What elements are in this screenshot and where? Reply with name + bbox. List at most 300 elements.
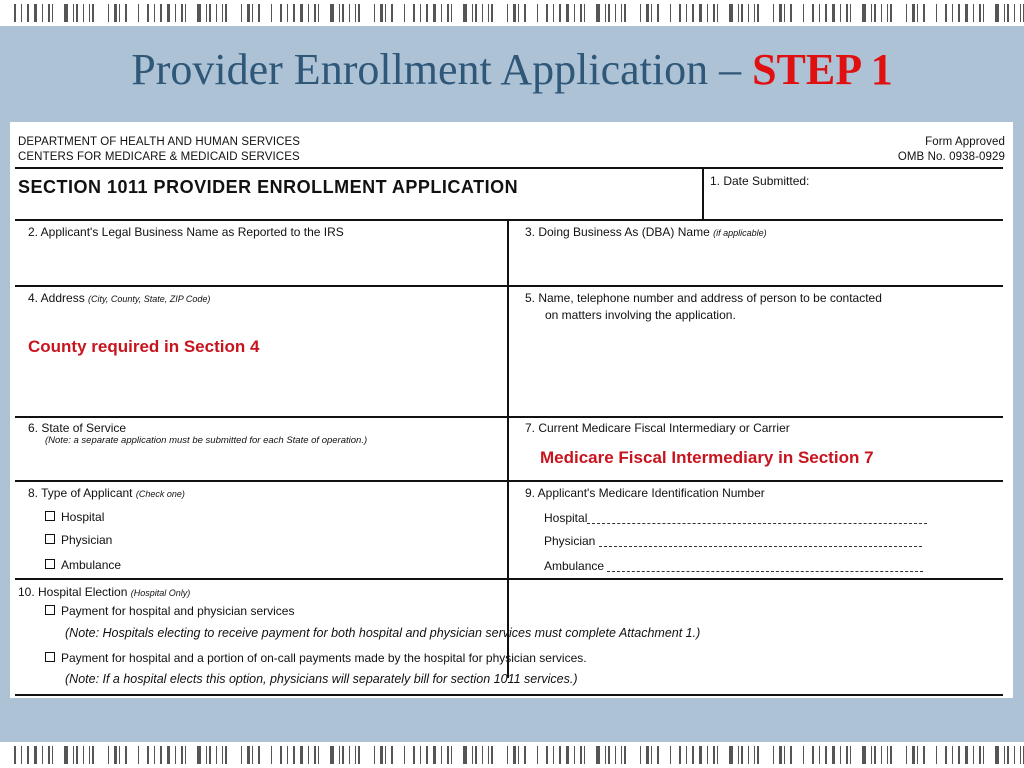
- barcode-bar: [447, 746, 449, 764]
- barcode-bar: [216, 746, 217, 764]
- barcode-bar: [559, 4, 561, 22]
- barcode-bar: [92, 4, 94, 22]
- barcode-bar: [160, 746, 162, 764]
- barcode-bar: [605, 746, 606, 764]
- barcode-bar: [355, 4, 356, 22]
- barcode-bar: [52, 746, 53, 764]
- barcode-bar: [426, 746, 428, 764]
- field-3-label: 3. Doing Business As (DBA) Name: [525, 225, 710, 239]
- barcode-bar: [773, 4, 774, 22]
- barcode-bar: [608, 746, 610, 764]
- barcode-bar: [748, 4, 749, 22]
- barcode-bar: [385, 4, 386, 22]
- barcode-bar: [518, 746, 519, 764]
- slide-title-main: Provider Enrollment Application –: [131, 45, 753, 94]
- barcode-bar: [803, 746, 804, 764]
- barcode-bar: [247, 746, 250, 764]
- barcode-bar: [34, 746, 37, 764]
- barcode-bar: [713, 4, 715, 22]
- barcode-bar: [513, 4, 516, 22]
- field-7-fiscal-intermediary[interactable]: 7. Current Medicare Fiscal Intermediary or Carrier: [525, 421, 790, 435]
- barcode-bar: [482, 4, 483, 22]
- barcode-bar: [463, 746, 467, 764]
- barcode-bar: [640, 4, 641, 22]
- barcode-bar: [757, 4, 759, 22]
- rule-row-8: [15, 480, 1003, 482]
- barcode-bar: [89, 4, 90, 22]
- barcode-bar: [686, 4, 687, 22]
- barcode-bar: [871, 746, 872, 764]
- barcode-bar: [34, 4, 37, 22]
- barcode-bar: [330, 4, 334, 22]
- barcode-bar: [21, 746, 22, 764]
- field-3-note: (if applicable): [713, 228, 767, 238]
- barcode-bar: [175, 4, 176, 22]
- barcode-bar: [952, 746, 953, 764]
- barcode-bar: [584, 746, 585, 764]
- barcode-bar: [404, 746, 405, 764]
- id-row-physician-label: Physician: [544, 534, 596, 548]
- barcode-bar: [546, 4, 548, 22]
- barcode-bar: [92, 746, 94, 764]
- barcode-bar: [754, 4, 755, 22]
- barcode-bar: [300, 4, 303, 22]
- election-option-2-note: (Note: If a hospital elects this option, physicians will separately bill for section 1011 services.): [65, 672, 578, 686]
- barcode-bar: [391, 746, 393, 764]
- barcode-bar: [729, 746, 733, 764]
- barcode-bar: [699, 746, 702, 764]
- barcode-bar: [222, 4, 223, 22]
- barcode-bar: [546, 746, 548, 764]
- barcode-bar: [890, 4, 892, 22]
- id-row-ambulance[interactable]: [544, 559, 923, 573]
- field-9-medicare-id[interactable]: 9. Applicant's Medicare Identification Number: [525, 486, 765, 500]
- barcode-bar: [287, 4, 288, 22]
- checkbox-physician-label: Physician: [61, 533, 113, 547]
- barcode-bar: [271, 746, 272, 764]
- barcode-bar: [518, 4, 519, 22]
- barcode-bar: [167, 746, 170, 764]
- field-4-label: 4. Address: [28, 291, 85, 305]
- barcode-bar: [983, 4, 984, 22]
- barcode-bar: [330, 746, 334, 764]
- election-option-1[interactable]: [45, 604, 294, 618]
- barcode-bar: [426, 4, 428, 22]
- barcode-bar: [209, 746, 211, 764]
- barcode-bar: [754, 746, 755, 764]
- barcode-bar: [965, 746, 968, 764]
- checkbox-icon[interactable]: [45, 534, 55, 544]
- barcode-bar: [729, 4, 733, 22]
- barcode-bar: [803, 4, 804, 22]
- checkbox-hospital[interactable]: [45, 510, 104, 524]
- barcode-bar: [339, 746, 340, 764]
- field-10-hospital-election[interactable]: [18, 585, 190, 600]
- barcode-bar: [819, 746, 820, 764]
- barcode-bar: [1014, 4, 1015, 22]
- barcode-bar: [887, 746, 888, 764]
- checkbox-icon[interactable]: [45, 605, 55, 615]
- rule-vertical-date: [702, 168, 704, 220]
- bottom-barcode-strip: [0, 742, 1024, 768]
- barcode-bar: [713, 746, 715, 764]
- barcode-bar: [358, 4, 360, 22]
- barcode-bar: [790, 746, 792, 764]
- election-option-2[interactable]: [45, 651, 587, 665]
- barcode-bar: [206, 4, 207, 22]
- barcode-bar: [154, 4, 155, 22]
- field-4-address[interactable]: [28, 291, 210, 306]
- barcode-bar: [451, 4, 452, 22]
- barcode-bar: [566, 4, 569, 22]
- barcode-bar: [1007, 4, 1009, 22]
- barcode-bar: [995, 4, 999, 22]
- rule-vertical-center: [507, 220, 509, 678]
- title-bar: [0, 26, 1024, 118]
- checkbox-ambulance-label: Ambulance: [61, 558, 122, 572]
- field-3-dba-name[interactable]: [525, 225, 767, 240]
- barcode-bar: [1020, 4, 1021, 22]
- barcode-bar: [314, 746, 316, 764]
- barcode-bar: [374, 746, 375, 764]
- barcode-bar: [241, 4, 242, 22]
- barcode-bar: [48, 4, 50, 22]
- barcode-bar: [825, 4, 827, 22]
- barcode-bar: [819, 4, 820, 22]
- rule-row-10: [15, 578, 1003, 580]
- field-8-note: (Check one): [135, 489, 185, 499]
- barcode-bar: [308, 4, 309, 22]
- barcode-bar: [252, 746, 253, 764]
- barcode-bar: [472, 4, 473, 22]
- barcode-bar: [491, 746, 493, 764]
- checkbox-icon[interactable]: [45, 511, 55, 521]
- barcode-bar: [574, 4, 575, 22]
- checkbox-hospital-label: Hospital: [61, 510, 105, 524]
- callout-fiscal-intermediary: Medicare Fiscal Intermediary in Section 7: [540, 448, 874, 467]
- barcode-bar: [881, 4, 882, 22]
- barcode-bar: [318, 4, 319, 22]
- callout-county: County required in Section 4: [28, 337, 260, 356]
- field-6-note: (Note: a separate application must be submitted for each State of operation.): [45, 435, 368, 446]
- barcode-bar: [621, 746, 622, 764]
- barcode-bar: [912, 4, 915, 22]
- barcode-bar: [374, 4, 375, 22]
- barcode-bar: [784, 746, 785, 764]
- barcode-bar: [624, 4, 626, 22]
- barcode-bar: [225, 4, 227, 22]
- barcode-bar: [995, 746, 999, 764]
- barcode-bar: [596, 746, 600, 764]
- barcode-bar: [14, 4, 16, 22]
- barcode-bar: [958, 746, 960, 764]
- barcode-bar: [757, 746, 759, 764]
- barcode-bar: [433, 4, 436, 22]
- barcode-bar: [707, 4, 708, 22]
- barcode-bar: [717, 746, 718, 764]
- barcode-bar: [216, 4, 217, 22]
- barcode-bar: [657, 4, 659, 22]
- barcode-bar: [147, 746, 149, 764]
- checkbox-physician[interactable]: [45, 533, 112, 547]
- barcode-bar: [1004, 4, 1005, 22]
- barcode-bar: [615, 746, 616, 764]
- field-6-state-of-service[interactable]: 6. State of Service: [28, 421, 127, 435]
- barcode-bar: [349, 746, 350, 764]
- barcode-bar: [420, 746, 421, 764]
- barcode-bar: [952, 4, 953, 22]
- barcode-bar: [64, 4, 68, 22]
- barcode-bar: [181, 4, 183, 22]
- barcode-bar: [293, 4, 295, 22]
- barcode-bar: [840, 4, 841, 22]
- barcode-bar: [983, 746, 984, 764]
- slide-title: [0, 44, 1024, 95]
- barcode-bar: [559, 746, 561, 764]
- barcode-bar: [441, 746, 442, 764]
- barcode-bar: [42, 4, 43, 22]
- barcode-bar: [197, 746, 201, 764]
- form-approved-line-2: OMB No. 0938-0929: [897, 151, 1005, 163]
- rule-row-6: [15, 416, 1003, 418]
- barcode-bar: [1014, 746, 1015, 764]
- barcode-bar: [692, 746, 694, 764]
- barcode-bar: [936, 746, 937, 764]
- barcode-bar: [773, 746, 774, 764]
- barcode-bar: [699, 4, 702, 22]
- barcode-bar: [887, 4, 888, 22]
- barcode-bar: [83, 4, 84, 22]
- form-approved-line-1: Form Approved: [925, 136, 1005, 148]
- barcode-bar: [451, 746, 452, 764]
- barcode-bar: [138, 4, 139, 22]
- enrollment-form: [10, 122, 1013, 698]
- barcode-bar: [923, 746, 925, 764]
- checkbox-ambulance[interactable]: [45, 558, 121, 572]
- barcode-bar: [574, 746, 575, 764]
- barcode-bar: [881, 746, 882, 764]
- barcode-bar: [475, 4, 477, 22]
- id-row-hospital-label: Hospital: [544, 511, 588, 525]
- barcode-bar: [119, 4, 120, 22]
- barcode-bar: [846, 746, 848, 764]
- barcode-bar: [615, 4, 616, 22]
- barcode-bar: [679, 4, 681, 22]
- barcode-bar: [779, 4, 782, 22]
- barcode-bar: [48, 746, 50, 764]
- barcode-bar: [741, 4, 743, 22]
- rule-bottom: [15, 694, 1003, 696]
- field-10-note: (Hospital Only): [130, 588, 191, 598]
- barcode-bar: [784, 4, 785, 22]
- barcode-bar: [252, 4, 253, 22]
- section-title: SECTION 1011 PROVIDER ENROLLMENT APPLICATION: [18, 177, 519, 197]
- barcode-bar: [339, 4, 340, 22]
- barcode-bar: [651, 4, 652, 22]
- barcode-bar: [707, 746, 708, 764]
- barcode-bar: [125, 746, 127, 764]
- id-line-physician[interactable]: [599, 536, 922, 547]
- id-row-ambulance-label: Ambulance: [544, 559, 605, 573]
- barcode-bar: [206, 746, 207, 764]
- checkbox-icon[interactable]: [45, 559, 55, 569]
- barcode-bar: [862, 746, 866, 764]
- barcode-bar: [181, 746, 183, 764]
- barcode-bar: [83, 746, 84, 764]
- barcode-bar: [686, 746, 687, 764]
- barcode-bar: [979, 4, 981, 22]
- barcode-bar: [52, 4, 53, 22]
- barcode-bar: [342, 746, 344, 764]
- barcode-bar: [832, 4, 835, 22]
- barcode-bar: [524, 4, 526, 22]
- id-row-physician[interactable]: [544, 534, 922, 548]
- barcode-bar: [812, 746, 814, 764]
- barcode-bar: [1004, 746, 1005, 764]
- barcode-bar: [160, 4, 162, 22]
- barcode-bar: [27, 746, 29, 764]
- barcode-bar: [850, 4, 851, 22]
- barcode-bar: [447, 4, 449, 22]
- barcode-bar: [973, 746, 974, 764]
- barcode-bar: [979, 746, 981, 764]
- barcode-bar: [300, 746, 303, 764]
- barcode-bar: [314, 4, 316, 22]
- barcode-bar: [42, 746, 43, 764]
- barcode-bar: [670, 4, 671, 22]
- barcode-bar: [646, 746, 649, 764]
- barcode-bar: [247, 4, 250, 22]
- barcode-bar: [385, 746, 386, 764]
- barcode-pattern-top: [0, 0, 1024, 26]
- barcode-bar: [175, 746, 176, 764]
- barcode-bar: [108, 746, 109, 764]
- field-5-contact-line-1[interactable]: 5. Name, telephone number and address of person to be contacted: [525, 291, 882, 305]
- barcode-bar: [475, 746, 477, 764]
- barcode-bar: [679, 746, 681, 764]
- barcode-bar: [692, 4, 694, 22]
- barcode-bar: [912, 746, 915, 764]
- barcode-bar: [790, 4, 792, 22]
- barcode-bar: [441, 4, 442, 22]
- barcode-bar: [646, 4, 649, 22]
- barcode-bar: [241, 746, 242, 764]
- barcode-bar: [64, 746, 68, 764]
- barcode-bar: [524, 746, 526, 764]
- barcode-bar: [258, 4, 260, 22]
- barcode-bar: [185, 746, 186, 764]
- barcode-bar: [76, 746, 78, 764]
- barcode-bar: [566, 746, 569, 764]
- barcode-bar: [621, 4, 622, 22]
- barcode-bar: [608, 4, 610, 22]
- barcode-bar: [507, 746, 508, 764]
- barcode-bar: [147, 4, 149, 22]
- barcode-bar: [76, 4, 78, 22]
- barcode-bar: [308, 746, 309, 764]
- barcode-bar: [342, 4, 344, 22]
- barcode-bar: [114, 746, 117, 764]
- barcode-bar: [945, 4, 947, 22]
- barcode-bar: [917, 746, 918, 764]
- top-barcode-strip: [0, 0, 1024, 26]
- barcode-bar: [318, 746, 319, 764]
- barcode-bar: [280, 746, 282, 764]
- barcode-bar: [748, 746, 749, 764]
- barcode-bar: [624, 746, 626, 764]
- barcode-bar: [125, 4, 127, 22]
- barcode-bar: [874, 4, 876, 22]
- dept-line-1: DEPARTMENT OF HEALTH AND HUMAN SERVICES: [18, 136, 301, 148]
- id-row-hospital[interactable]: [544, 511, 927, 525]
- barcode-bar: [936, 4, 937, 22]
- field-4-note: (City, County, State, ZIP Code): [88, 294, 211, 304]
- barcode-bar: [154, 746, 155, 764]
- id-line-ambulance[interactable]: [607, 561, 923, 572]
- barcode-bar: [580, 4, 582, 22]
- checkbox-icon[interactable]: [45, 652, 55, 662]
- barcode-bar: [513, 746, 516, 764]
- barcode-bar: [651, 746, 652, 764]
- barcode-bar: [741, 746, 743, 764]
- rule-row-2: [15, 219, 1003, 221]
- barcode-bar: [580, 746, 582, 764]
- barcode-bar: [958, 4, 960, 22]
- election-option-1-note: (Note: Hospitals electing to receive payment for both hospital and physician services must complete Attachment 1.): [65, 626, 701, 640]
- barcode-bar: [197, 4, 201, 22]
- barcode-bar: [433, 746, 436, 764]
- barcode-bar: [119, 746, 120, 764]
- barcode-bar: [482, 746, 483, 764]
- barcode-bar: [271, 4, 272, 22]
- barcode-bar: [850, 746, 851, 764]
- barcode-bar: [1020, 746, 1021, 764]
- barcode-bar: [225, 746, 227, 764]
- barcode-bar: [27, 4, 29, 22]
- field-1-date-submitted[interactable]: 1. Date Submitted:: [710, 174, 810, 188]
- barcode-bar: [779, 746, 782, 764]
- election-option-1-label: Payment for hospital and physician services: [61, 604, 295, 618]
- barcode-bar: [553, 746, 554, 764]
- barcode-bar: [670, 746, 671, 764]
- barcode-bar: [89, 746, 90, 764]
- barcode-bar: [287, 746, 288, 764]
- barcode-bar: [404, 4, 405, 22]
- barcode-bar: [537, 746, 538, 764]
- barcode-bar: [167, 4, 170, 22]
- slide-title-step: STEP 1: [752, 45, 893, 94]
- barcode-pattern-bottom: [0, 742, 1024, 768]
- barcode-bar: [209, 4, 211, 22]
- dept-line-2: CENTERS FOR MEDICARE & MEDICAID SERVICES: [18, 151, 300, 163]
- barcode-bar: [491, 4, 493, 22]
- barcode-bar: [507, 4, 508, 22]
- barcode-bar: [973, 4, 974, 22]
- barcode-bar: [222, 746, 223, 764]
- barcode-bar: [349, 4, 350, 22]
- barcode-bar: [890, 746, 892, 764]
- barcode-bar: [413, 4, 415, 22]
- id-line-hospital[interactable]: [587, 513, 927, 524]
- barcode-bar: [280, 4, 282, 22]
- barcode-bar: [738, 4, 739, 22]
- barcode-bar: [380, 4, 383, 22]
- barcode-bar: [862, 4, 866, 22]
- field-8-type-of-applicant[interactable]: [28, 486, 185, 501]
- barcode-bar: [21, 4, 22, 22]
- barcode-bar: [553, 4, 554, 22]
- field-2-legal-business-name[interactable]: 2. Applicant's Legal Business Name as Reported to the IRS: [28, 225, 344, 239]
